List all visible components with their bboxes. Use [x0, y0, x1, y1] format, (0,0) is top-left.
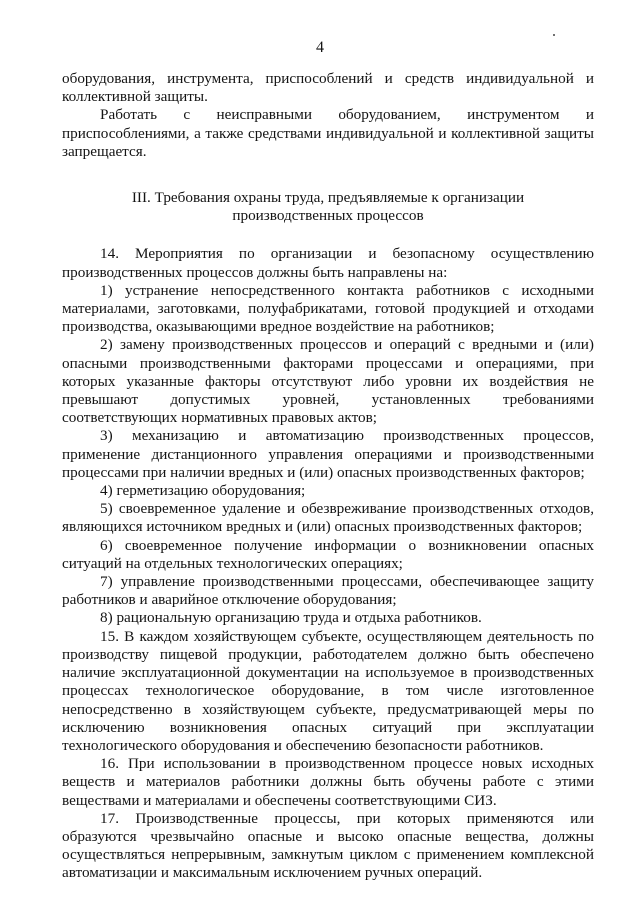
clause-17: 17. Производственные процессы, при которых применяются или образуются чрезвычайно опасные и высоко опасные вещества, должны осуществляться непрерывным, замкнутым циклом с применением комплексной автоматизации и максимальным исключением ручных операций.	[62, 809, 594, 882]
paragraph-prohibition: Работать с неисправными оборудованием, инструментом и приспособлениями, а также средствами индивидуальной и коллективной защиты запрещается.	[62, 106, 594, 160]
clause-16: 16. При использовании в производственном процессе новых исходных веществ и материалов работники должны быть обучены работе с этими веществами и материалами и обеспечены соответствующими СИЗ.	[62, 755, 594, 809]
clause-14-item-6: 6) своевременное получение информации о возникновении опасных ситуаций на отдельных технологических операциях;	[62, 536, 594, 572]
clause-14-item-8: 8) рациональную организацию труда и отдыха работников.	[100, 609, 482, 627]
clause-15: 15. В каждом хозяйствующем субъекте, осуществляющем деятельность по производству пищевой продукции, работодателем должно быть обеспечено наличие эксплуатационной документации на используемое в производственных процессах технологическое оборудование, в том числе изготовленное непосредственно в хозяйствующем субъекте, предусматривающей меры по исключению возникновения опасных ситуаций при эксплуатации технологического оборудования и обеспечению безопасности работников.	[62, 627, 594, 754]
clause-14-item-2: 2) замену производственных процессов и операций с вредными и (или) опасными производственными факторами процессами и операциями, при которых указанные факторы отсутствуют либо уровни их воздействия не превышают допустимых уровней, установленных требованиями соответствующих нормативных правовых актов;	[62, 336, 594, 427]
scan-speck	[553, 34, 555, 36]
clause-14-item-7: 7) управление производственными процессами, обеспечивающее защиту работников и аварийное отключение оборудования;	[62, 573, 594, 609]
paragraph-continuation: оборудования, инструмента, приспособлений и средств индивидуальной и коллективной защиты.	[62, 70, 594, 106]
document-body	[62, 70, 594, 883]
clause-14-item-4: 4) герметизацию оборудования;	[100, 482, 306, 500]
section-heading: III. Требования охраны труда, предъявляемые к организации производственных процессов	[131, 189, 525, 225]
clause-14-item-3: 3) механизацию и автоматизацию производственных процессов, применение дистанционного управления операциями и производственными процессами при наличии вредных и (или) опасных производственных факторов;	[62, 427, 594, 481]
page-number: 4	[316, 39, 324, 56]
clause-14-item-1: 1) устранение непосредственного контакта работников с исходными материалами, заготовками, полуфабрикатами, готовой продукцией и отходами производства, оказывающими вредное воздействие на работников;	[62, 281, 594, 336]
clause-14: 14. Мероприятия по организации и безопасному осуществлению производственных процессов должны быть направлены на:	[62, 245, 594, 281]
clause-14-item-5: 5) своевременное удаление и обезвреживание производственных отходов, являющихся источником вредных и (или) опасных производственных факторов;	[62, 500, 594, 536]
